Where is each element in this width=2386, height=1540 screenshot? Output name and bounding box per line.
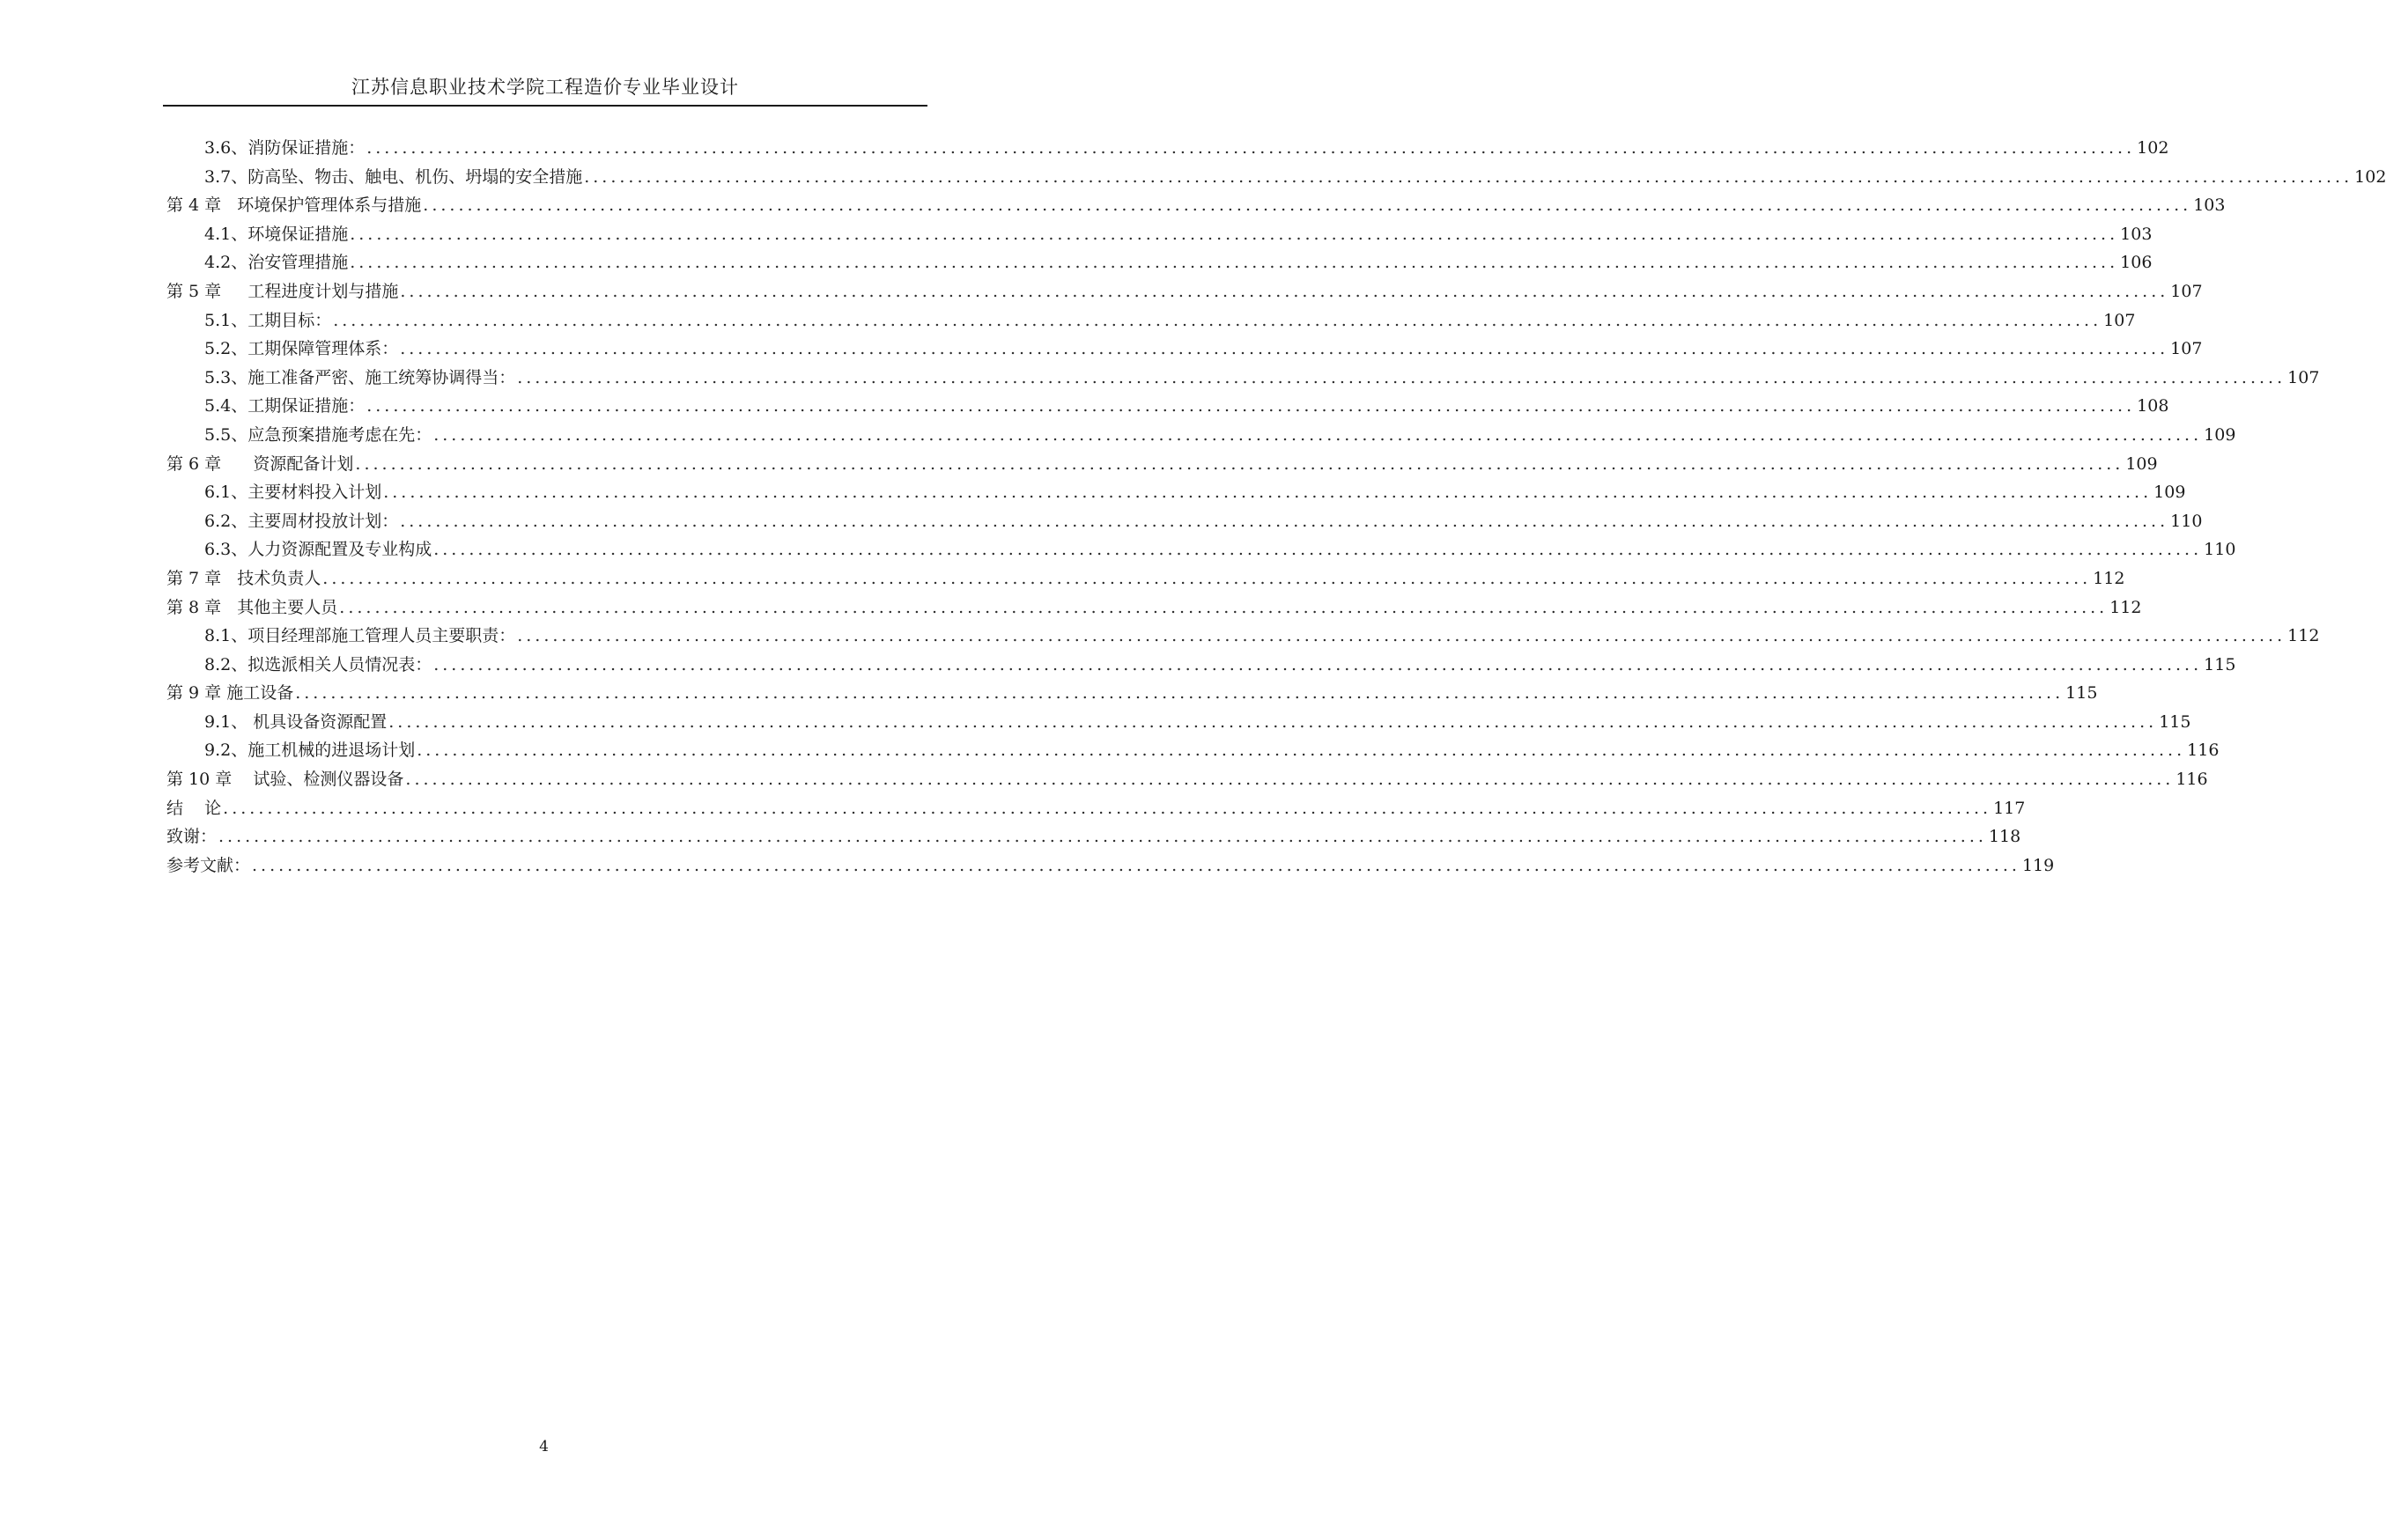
toc-dot-leader: ........................................................................................................................................................................................................ [433,654,2203,674]
toc-dot-leader: ........................................................................................................................................................................................................ [400,281,2169,301]
toc-entry-page: 115 [2204,654,2236,674]
toc-dot-leader: ........................................................................................................................................................................................................ [517,626,2286,646]
table-of-contents [166,134,2386,880]
toc-dot-leader: ........................................................................................................................................................................................................ [366,396,2136,416]
toc-entry-label: 第 6 章 资源配备计划 [166,453,354,474]
toc-entry-page: 116 [2187,741,2220,761]
toc-entry [166,191,2226,220]
toc-entry-page: 117 [1993,798,2026,818]
toc-entry-page: 119 [2021,855,2055,875]
toc-entry-label: 8.1、项目经理部施工管理人员主要职责： [204,626,516,646]
toc-dot-leader: ........................................................................................................................................................................................................ [405,770,2175,790]
toc-entry-label: 参考文献： [166,855,251,875]
toc-dot-leader: ........................................................................................................................................................................................................ [355,453,2124,474]
header-rule [163,105,927,107]
toc-entry [166,535,2236,564]
toc-entry-label: 9.1、 机具设备资源配置 [204,711,388,732]
toc-entry-page: 107 [2170,339,2203,359]
toc-entry-label: 6.1、主要材料投入计划 [204,483,382,503]
toc-entry-label: 5.3、施工准备严密、施工统筹协调得当： [204,367,516,387]
toc-dot-leader: ........................................................................................................................................................................................................ [350,224,2119,244]
toc-dot-leader: ........................................................................................................................................................................................................ [517,367,2286,387]
toc-entry-page: 115 [2159,711,2191,732]
toc-entry [166,822,2021,851]
toc-entry-label: 结 论 [166,798,222,818]
toc-dot-leader: ........................................................................................................................................................................................................ [584,166,2353,187]
toc-dot-leader: ........................................................................................................................................................................................................ [383,483,2153,503]
toc-entry-page: 107 [2103,310,2136,330]
toc-entry-label: 8.2、拟选派相关人员情况表： [204,654,432,674]
toc-dot-leader: ........................................................................................................................................................................................................ [350,253,2119,273]
toc-entry-page: 110 [2170,511,2203,531]
toc-dot-leader: ........................................................................................................................................................................................................ [417,741,2186,761]
toc-entry-label: 致谢： [166,827,218,847]
toc-entry-page: 106 [2120,253,2153,273]
toc-entry [166,364,2320,393]
toc-entry-label: 6.2、主要周材投放计划： [204,511,399,531]
toc-entry-label: 5.1、工期目标： [204,310,332,330]
toc-dot-leader: ........................................................................................................................................................................................................ [218,827,1987,847]
toc-entry [166,564,2125,593]
toc-entry [166,679,2098,708]
toc-dot-leader: ........................................................................................................................................................................................................ [400,339,2169,359]
toc-entry-page: 109 [2125,453,2158,474]
toc-entry-label: 6.3、人力资源配置及专业构成 [204,540,432,560]
toc-entry-page: 115 [2065,683,2098,704]
toc-dot-leader: ........................................................................................................................................................................................................ [388,711,2158,732]
toc-entry-page: 107 [2287,367,2320,387]
toc-dot-leader: ........................................................................................................................................................................................................ [252,855,2020,875]
toc-entry [166,163,2386,192]
toc-entry [166,765,2208,794]
toc-dot-leader: ........................................................................................................................................................................................................ [333,310,2102,330]
toc-dot-leader: ........................................................................................................................................................................................................ [423,195,2192,216]
toc-entry-page: 109 [2153,483,2186,503]
toc-dot-leader: ........................................................................................................................................................................................................ [322,568,2092,588]
toc-entry [166,335,2203,364]
toc-entry-label: 4.2、治安管理措施 [204,253,349,273]
toc-entry-page: 116 [2175,770,2208,790]
toc-entry-label: 3.6、消防保证措施： [204,138,366,158]
toc-entry-page: 112 [2109,597,2142,617]
toc-entry [166,277,2203,306]
toc-entry [166,622,2320,651]
toc-dot-leader: ........................................................................................................................................................................................................ [433,424,2203,445]
toc-dot-leader: ........................................................................................................................................................................................................ [223,798,1992,818]
toc-entry-label: 第 5 章 工程进度计划与措施 [166,281,399,301]
toc-dot-leader: ........................................................................................................................................................................................................ [400,511,2169,531]
toc-entry-label: 第 8 章 其他主要人员 [166,597,338,617]
toc-dot-leader: ........................................................................................................................................................................................................ [295,683,2065,704]
toc-entry-page: 112 [2093,568,2125,588]
toc-entry-page: 102 [2137,138,2169,158]
toc-entry [166,134,2169,163]
page-number: 4 [539,1438,549,1455]
toc-entry [166,651,2236,680]
toc-entry-label: 3.7、防高坠、物击、触电、机伤、坍塌的安全措施 [204,166,583,187]
toc-entry-label: 4.1、环境保证措施 [204,224,349,244]
toc-entry-page: 118 [1988,827,2021,847]
toc-entry-label: 9.2、施工机械的进退场计划 [204,741,416,761]
toc-entry-label: 5.5、应急预案措施考虑在先： [204,424,432,445]
toc-dot-leader: ........................................................................................................................................................................................................ [366,138,2136,158]
toc-entry-label: 第 10 章 试验、检测仪器设备 [166,770,404,790]
toc-entry [166,478,2186,507]
toc-entry-label: 第 4 章 环境保护管理体系与措施 [166,195,422,216]
toc-entry [166,306,2136,335]
toc-entry-label: 第 7 章 技术负责人 [166,568,321,588]
toc-entry-page: 110 [2204,540,2236,560]
toc-entry-label: 5.4、工期保证措施： [204,396,366,416]
toc-entry [166,392,2169,421]
page-header-title: 江苏信息职业技术学院工程造价专业毕业设计 [351,77,739,98]
toc-entry [166,421,2236,450]
toc-entry [166,593,2142,623]
toc-entry [166,450,2158,479]
toc-dot-leader: ........................................................................................................................................................................................................ [339,597,2109,617]
toc-entry-page: 103 [2193,195,2226,216]
toc-entry-label: 第 9 章 施工设备 [166,683,294,704]
toc-entry [166,794,2026,823]
toc-entry [166,708,2191,737]
toc-entry [166,248,2153,277]
toc-dot-leader: ........................................................................................................................................................................................................ [433,540,2203,560]
toc-entry-page: 102 [2354,166,2386,187]
toc-entry-page: 103 [2120,224,2153,244]
toc-entry [166,851,2055,881]
toc-entry-page: 112 [2287,626,2320,646]
toc-entry [166,736,2220,765]
toc-entry-page: 107 [2170,281,2203,301]
toc-entry-page: 108 [2137,396,2169,416]
toc-entry [166,220,2153,249]
toc-entry-page: 109 [2204,424,2236,445]
toc-entry [166,507,2203,536]
toc-entry-label: 5.2、工期保障管理体系： [204,339,399,359]
